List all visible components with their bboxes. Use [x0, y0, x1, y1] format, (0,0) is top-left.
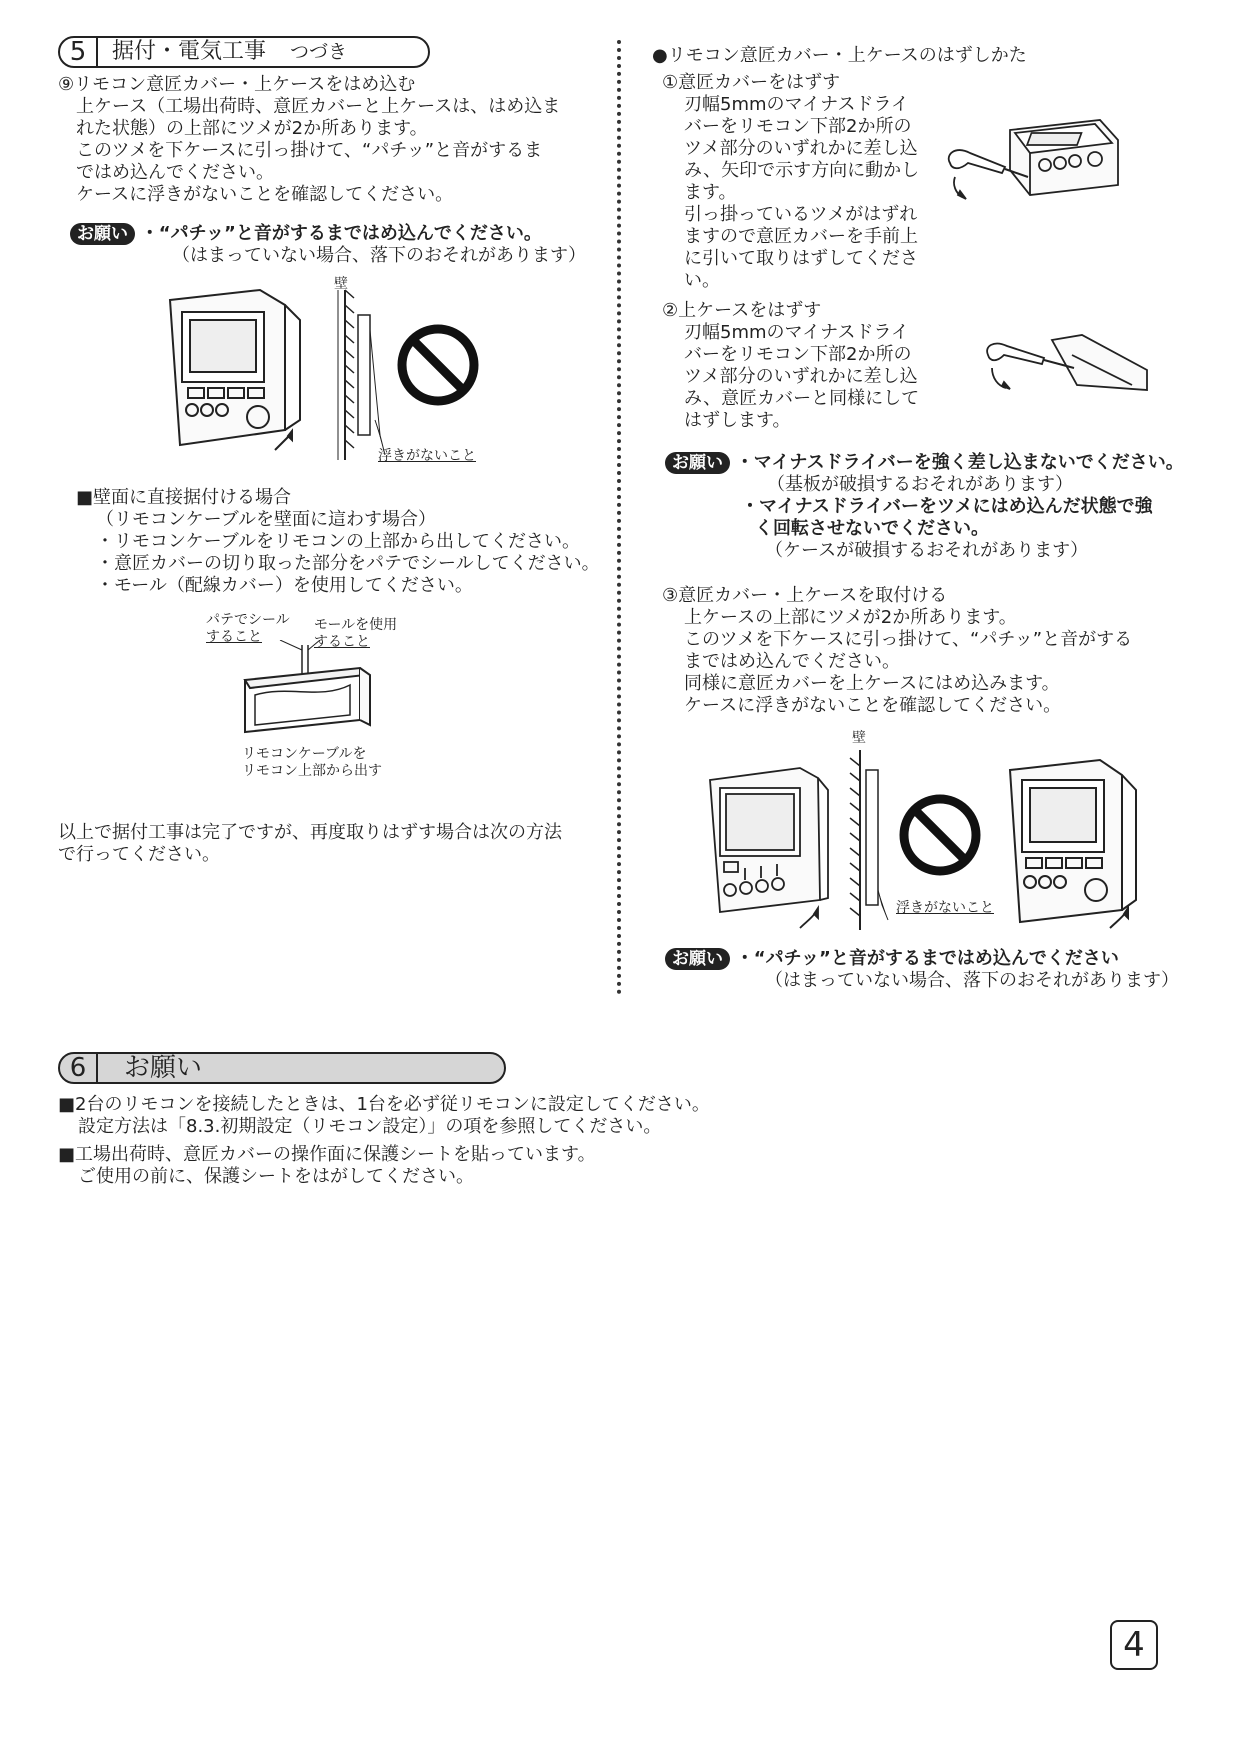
- figure-mall-putty: [230, 640, 410, 740]
- wall-direct-line: ・モール（配線カバー）を使用してください。: [96, 575, 473, 596]
- wall-section-illustration: [338, 290, 385, 460]
- figure-remove-cover: [940, 115, 1120, 225]
- prohibited-icon: [402, 329, 474, 401]
- section-6-items: [58, 1094, 710, 1188]
- notice-item-title: ■工場出荷時、意匠カバーの操作面に保護シートを貼っています。: [58, 1144, 596, 1165]
- wall-direct-block: [76, 487, 600, 597]
- request-line: ・マイナスドライバーをツメにはめ込んだ状態で強: [741, 496, 1153, 517]
- step-9-body: [76, 96, 560, 206]
- removal-step-2-title: ②上ケースをはずす: [662, 300, 822, 321]
- request-line: （基板が破損するおそれがあります）: [767, 474, 1073, 495]
- step-9-line: れた状態）の上部にツメが2か所あります。: [76, 118, 428, 139]
- removal-step-3-body: 上ケースの上部にツメが2か所あります。 このツメを下ケースに引っ掛けて、“パチッ”と音がする まではめ込んでください。 同様に意匠カバーを上ケースにはめ込みます。 ケースに浮きがないことを確認してください。: [684, 607, 1133, 716]
- wall-label: 壁: [334, 276, 348, 292]
- removal-step-3-title: ③意匠カバー・上ケースを取付ける: [662, 585, 948, 606]
- request-line: く回転させないでください。: [755, 518, 989, 539]
- request-line: （はまっていない場合、落下のおそれがあります）: [172, 245, 586, 266]
- removal-step-1-body: 刃幅5mmのマイナスドライ バーをリモコン下部2か所の ツメ部分のいずれかに差し込 み、矢印で示す方向に動かし ます。 引っ掛っているツメがはずれ ますので意匠カバーを手前上 に引いて取りはずしてくださ い。: [684, 94, 920, 291]
- step-9-line: ではめ込んでください。: [76, 162, 274, 183]
- request-note-3: [665, 948, 1179, 992]
- request-badge: お願い: [665, 452, 730, 474]
- remote-illustration: [1010, 760, 1136, 928]
- step-9-line: このツメを下ケースに引っ掛けて、“パチッ”と音がするま: [76, 140, 543, 161]
- cable-label: リモコンケーブルを リモコン上部から出す: [242, 746, 382, 779]
- section-number: 6: [60, 1054, 98, 1082]
- lower-case-illustration: [710, 768, 828, 928]
- section-5-header: [58, 36, 430, 68]
- notice-item-title: ■2台のリモコンを接続したときは、1台を必ず従リモコンに設定してください。: [58, 1094, 710, 1115]
- conclusion-text: 以上で据付工事は完了ですが、再度取りはずす場合は次の方法 で行ってください。: [58, 822, 562, 865]
- mall-label: モールを使用 すること: [314, 617, 398, 650]
- no-gap-label: 浮きがないこと: [378, 448, 476, 464]
- step-9-line: ケースに浮きがないことを確認してください。: [76, 184, 454, 205]
- prohibited-icon: [904, 799, 976, 871]
- section-title: 据付・電気工事: [112, 39, 267, 64]
- wall-direct-line: ・意匠カバーの切り取った部分をパテでシールしてください。: [96, 553, 600, 574]
- request-note-2: [665, 452, 1184, 562]
- request-line: ・マイナスドライバーを強く差し込まないでください。: [735, 452, 1184, 473]
- removal-step-1-title: ①意匠カバーをはずす: [662, 72, 841, 93]
- wall-direct-title: ■壁面に直接据付ける場合: [76, 487, 292, 508]
- request-note-1: [70, 223, 586, 267]
- step-9-title: ⑨リモコン意匠カバー・上ケースをはめ込む: [58, 74, 416, 95]
- figure-install-no-gap: [140, 270, 500, 470]
- request-badge: お願い: [70, 223, 135, 245]
- no-gap-label: 浮きがないこと: [896, 900, 994, 916]
- notice-item-detail: ご使用の前に、保護シートをはがしてください。: [78, 1166, 474, 1187]
- step-9-line: 上ケース（工場出荷時、意匠カバーと上ケースは、はめ込ま: [76, 96, 561, 117]
- putty-label: パテでシール すること: [206, 612, 290, 645]
- request-line: （ケースが破損するおそれがあります）: [765, 540, 1089, 561]
- wall-direct-line: （リモコンケーブルを壁面に這わす場合）: [96, 509, 437, 530]
- section-subtitle: つづき: [290, 41, 348, 63]
- wall-direct-line: ・リモコンケーブルをリモコンの上部から出してください。: [96, 531, 581, 552]
- removal-step-2-body: 刃幅5mmのマイナスドライ バーをリモコン下部2か所の ツメ部分のいずれかに差し込 み、意匠カバーと同様にして はずします。: [684, 322, 920, 431]
- wall-section-illustration: [850, 750, 888, 930]
- request-line: ・“パチッ”と音がするまではめ込んでください。: [140, 223, 542, 244]
- page-number: 4: [1110, 1620, 1158, 1670]
- request-line: （はまっていない場合、落下のおそれがあります）: [765, 970, 1179, 991]
- column-divider: [617, 40, 621, 995]
- request-line: ・“パチッ”と音がするまではめ込んでください: [735, 948, 1119, 969]
- remote-illustration: [170, 290, 300, 450]
- wall-label: 壁: [852, 730, 866, 746]
- request-badge: お願い: [665, 948, 730, 970]
- removal-heading: ●リモコン意匠カバー・上ケースのはずしかた: [652, 45, 1027, 66]
- notice-item-detail: 設定方法は「8.3.初期設定（リモコン設定）」の項を参照してください。: [78, 1116, 662, 1137]
- figure-remove-upper-case: [982, 330, 1152, 405]
- section-number: 5: [60, 38, 98, 66]
- section-title: お願い: [124, 1053, 203, 1083]
- section-6-header: [58, 1052, 506, 1084]
